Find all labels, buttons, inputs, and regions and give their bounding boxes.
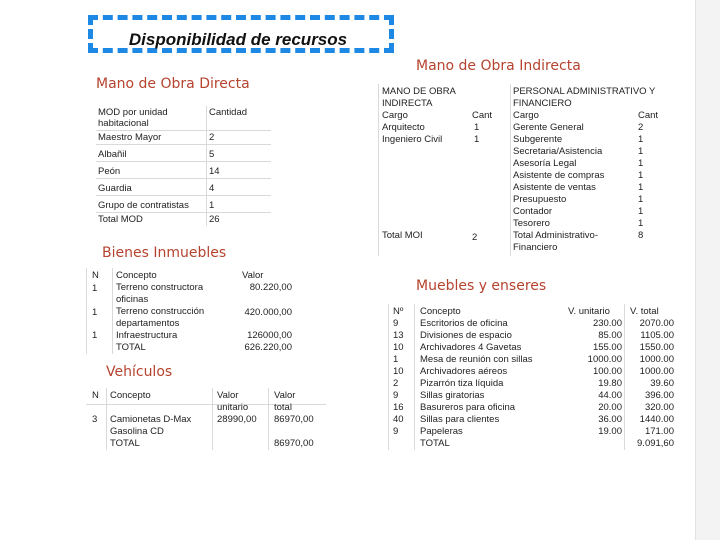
right-edge-stripe: [695, 0, 720, 540]
muebles-row-total: 1105.00: [640, 330, 674, 341]
muebles-row-n: 9: [393, 318, 399, 329]
vehiculos-col-total: Valor total: [274, 390, 296, 413]
table-row: [96, 145, 271, 162]
table-row: [96, 106, 271, 131]
vehiculos-col-divider: [212, 388, 213, 450]
paf-row-qty: 1: [638, 170, 644, 181]
vehiculos-total-value: 86970,00: [274, 438, 314, 449]
muebles-row-concept: Sillas giratorias: [420, 390, 485, 401]
moi-title: MANO DE OBRA INDIRECTA: [382, 86, 456, 109]
paf-row-qty: 1: [638, 146, 644, 157]
page-title: Disponibilidad de recursos: [128, 30, 348, 49]
muebles-col-unit: V. unitario: [568, 306, 610, 317]
muebles-col-total: V. total: [630, 306, 659, 317]
vehiculos-total-label: TOTAL: [110, 438, 140, 449]
muebles-row-total: 320.00: [644, 402, 674, 413]
muebles-row-concept: Escritorios de oficina: [420, 318, 508, 329]
muebles-row-unit: 44.00: [598, 390, 622, 401]
vehiculos-col-unit: Valor unitario: [217, 390, 249, 413]
muebles-row-unit: 20.00: [598, 402, 622, 413]
muebles-row-total: 1000.00: [639, 366, 674, 377]
moi-row-2: Ingeniero Civil: [382, 134, 443, 145]
moi-row-1: Arquitecto: [382, 122, 425, 133]
muebles-row-unit: 19.80: [598, 378, 622, 389]
inmuebles-row-n: 1: [92, 307, 98, 318]
muebles-row-unit: 155.00: [592, 342, 622, 353]
paf-row: Asesoría Legal: [513, 158, 577, 169]
muebles-row-total: 1440.00: [639, 414, 674, 425]
muebles-row-concept: Sillas para clientes: [420, 414, 500, 425]
paf-row: Asistente de ventas: [513, 182, 596, 193]
muebles-row-n: 13: [393, 330, 404, 341]
paf-row-qty: 1: [638, 206, 644, 217]
muebles-row-total: 2070.00: [639, 318, 674, 329]
moi-row-1-qty: 1: [474, 122, 480, 133]
paf-row-qty: 2: [638, 122, 644, 133]
paf-row: Contador: [513, 206, 553, 217]
muebles-left-border: [388, 304, 389, 450]
table-row: [96, 196, 271, 213]
inmuebles-row-concept: Infraestructura: [116, 330, 178, 341]
directa-header-concept: MOD por unidad habitacional: [96, 106, 207, 131]
table-row: [96, 179, 271, 196]
paf-row: Subgerente: [513, 134, 563, 145]
paf-row-qty: 1: [638, 218, 644, 229]
muebles-row-total: 1550.00: [639, 342, 674, 353]
inmuebles-total-value: 626.220,00: [244, 342, 292, 353]
inmuebles-row-concept: Terreno construcción departamentos: [116, 306, 205, 329]
muebles-col-n: Nº: [393, 306, 404, 317]
cell: 26: [209, 214, 220, 225]
inmuebles-row-value: 80.220,00: [249, 282, 292, 293]
vehiculos-heading: Vehículos: [106, 364, 173, 380]
cell: 14: [207, 162, 272, 179]
muebles-row-concept: Archivadores 4 Gavetas: [420, 342, 522, 353]
indirecta-heading: Mano de Obra Indirecta: [416, 58, 581, 74]
indirecta-divider: [510, 84, 511, 256]
inmuebles-total-label: TOTAL: [116, 342, 146, 353]
paf-row-qty: 1: [638, 134, 644, 145]
muebles-row-total: 396.00: [644, 390, 674, 401]
muebles-row-total: 171.00: [644, 426, 674, 437]
inmuebles-row-concept: Terreno constructora oficinas: [116, 282, 204, 305]
muebles-row-n: 9: [393, 390, 399, 401]
moi-total-value: 2: [472, 232, 478, 243]
muebles-heading: Muebles y enseres: [416, 278, 547, 294]
cell: Maestro Mayor: [96, 131, 207, 145]
muebles-row-n: 2: [393, 378, 399, 389]
moi-total-label: Total MOI: [382, 230, 423, 241]
vehiculos-row-concept: Camionetas D-Max Gasolina CD: [110, 414, 192, 437]
directa-heading: Mano de Obra Directa: [96, 76, 250, 92]
table-row: [96, 162, 271, 179]
moi-cargo-header: Cargo: [382, 110, 408, 121]
muebles-row-unit: 100.00: [592, 366, 622, 377]
paf-row: Tesorero: [513, 218, 550, 229]
muebles-row-unit: 19.00: [598, 426, 622, 437]
vehiculos-row-total: 86970,00: [274, 414, 314, 425]
indirecta-left-border: [378, 84, 379, 256]
cell: 2: [207, 131, 272, 145]
muebles-row-concept: Mesa de reunión con sillas: [420, 354, 533, 365]
directa-table: [96, 106, 271, 226]
paf-total-label: Total Administrativo-Financiero: [513, 230, 599, 253]
muebles-row-n: 40: [393, 414, 404, 425]
table-row: [96, 131, 271, 145]
muebles-col-divider: [414, 304, 415, 450]
vehiculos-col-divider: [106, 388, 107, 450]
muebles-row-unit: 1000.00: [587, 354, 622, 365]
moi-row-2-qty: 1: [474, 134, 480, 145]
muebles-row-unit: 85.00: [598, 330, 622, 341]
paf-title: PERSONAL ADMINISTRATIVO Y FINANCIERO: [513, 86, 656, 109]
paf-row-qty: 1: [638, 194, 644, 205]
muebles-row-concept: Papeleras: [420, 426, 463, 437]
cell: 1: [207, 196, 272, 213]
paf-row: Secretaria/Asistencia: [513, 146, 603, 157]
vehiculos-col-divider: [268, 388, 269, 450]
moi-cant-header: Cant: [472, 110, 493, 121]
paf-row: Presupuesto: [513, 194, 567, 205]
muebles-row-total: 39.60: [650, 378, 674, 389]
muebles-row-n: 10: [393, 342, 404, 353]
vehiculos-col-n: N: [92, 390, 99, 401]
paf-row: Asistente de compras: [513, 170, 605, 181]
muebles-row-concept: Divisiones de espacio: [420, 330, 512, 341]
muebles-row-unit: 36.00: [598, 414, 622, 425]
inmuebles-row-value: 126000,00: [247, 330, 292, 341]
muebles-row-n: 1: [393, 354, 399, 365]
vehiculos-row-n: 3: [92, 414, 98, 425]
vehiculos-col-concepto: Concepto: [110, 390, 151, 401]
inmuebles-row-value: 420.000,00: [244, 307, 292, 318]
inmuebles-col-valor: Valor: [242, 270, 264, 281]
inmuebles-heading: Bienes Inmuebles: [102, 245, 227, 261]
muebles-row-concept: Basureros para oficina: [420, 402, 516, 413]
muebles-total-label: TOTAL: [420, 438, 450, 449]
muebles-row-unit: 230.00: [592, 318, 622, 329]
muebles-row-concept: Pizarrón tiza líquida: [420, 378, 504, 389]
table-row: [96, 213, 271, 227]
inmuebles-row-n: 1: [92, 283, 98, 294]
vehiculos-row-unit: 28990,00: [217, 414, 257, 425]
cell: Guardia: [96, 179, 207, 196]
cell: Total MOD: [96, 213, 207, 227]
muebles-row-total: 1000.00: [639, 354, 674, 365]
inmuebles-col-n: N: [92, 270, 99, 281]
paf-row-qty: 1: [638, 182, 644, 193]
paf-row: Gerente General: [513, 122, 584, 133]
cell: 4: [207, 179, 272, 196]
cell: Peón: [96, 162, 207, 179]
paf-total-value: 8: [638, 230, 644, 241]
muebles-row-n: 10: [393, 366, 404, 377]
inmuebles-col-divider: [112, 268, 113, 354]
paf-cargo-header: Cargo: [513, 110, 539, 121]
cell: Albañil: [96, 145, 207, 162]
muebles-row-n: 9: [393, 426, 399, 437]
muebles-col-concepto: Concepto: [420, 306, 461, 317]
paf-cant-header: Cant: [638, 110, 659, 121]
muebles-total-value: 9.091,60: [637, 438, 674, 449]
inmuebles-left-border: [86, 268, 87, 354]
inmuebles-row-n: 1: [92, 330, 98, 341]
muebles-row-n: 16: [393, 402, 404, 413]
muebles-row-concept: Archivadores aéreos: [420, 366, 508, 377]
cell: 5: [207, 145, 272, 162]
paf-row-qty: 1: [638, 158, 644, 169]
directa-header-qty: Cantidad: [207, 106, 272, 131]
inmuebles-col-concepto: Concepto: [116, 270, 157, 281]
cell: Grupo de contratistas: [96, 196, 207, 213]
